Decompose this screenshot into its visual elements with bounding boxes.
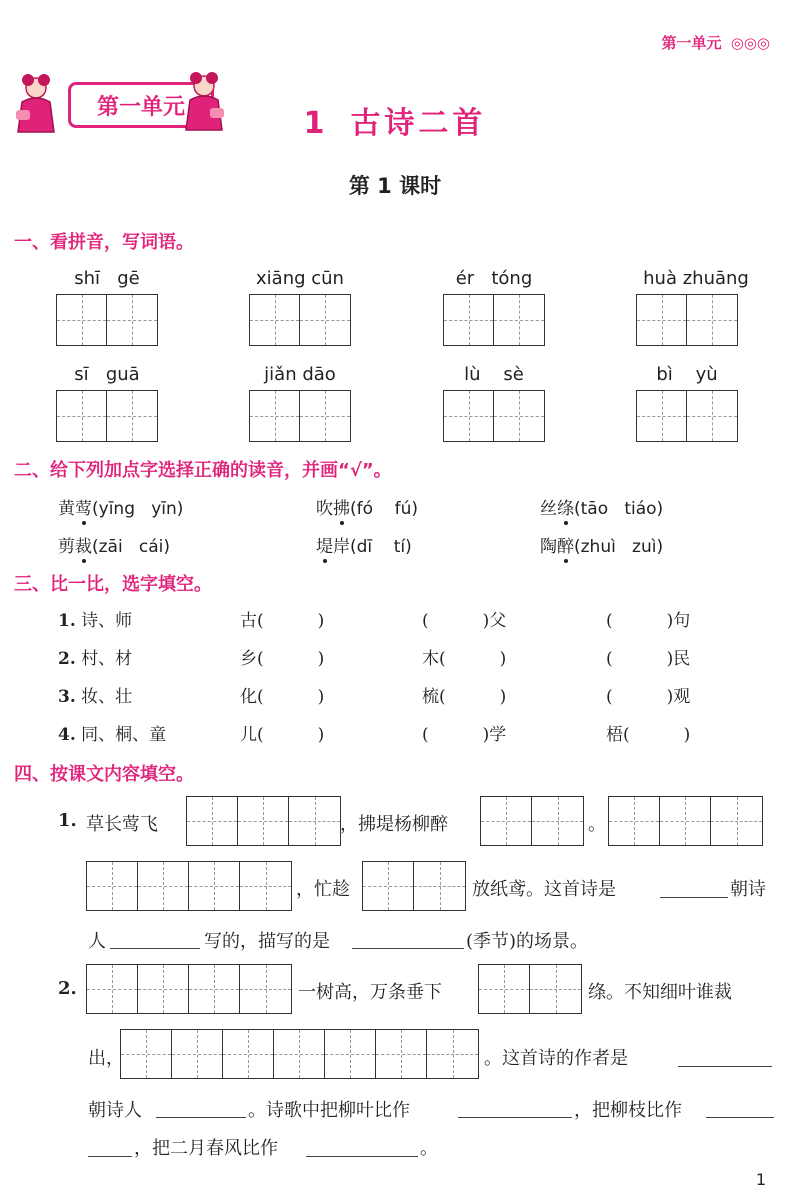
section-1-heading: 一、看拼音，写词语。 — [14, 232, 194, 253]
compare-row-1-c3[interactable]: ( )句 — [606, 611, 691, 631]
q1-box-5[interactable] — [362, 861, 466, 911]
compare-row-4: 4. 同、桐、童 — [58, 725, 167, 745]
q1-box-3[interactable] — [608, 796, 763, 846]
q1-text-7: 人 — [88, 931, 106, 952]
reading-item-3: 丝绦(tāo tiáo) — [540, 499, 664, 519]
q2-text-1: 一树高，万条垂下 — [298, 982, 442, 1003]
q1-text-6: 朝诗 — [730, 879, 766, 900]
reading-item-4: 剪裁(zāi cái) — [58, 537, 171, 557]
q2-blank-dynasty[interactable] — [678, 1066, 772, 1067]
compare-row-3-c1[interactable]: 化( ) — [240, 687, 325, 707]
q2-text-8: ，把二月春风比作 — [134, 1138, 278, 1159]
q1-box-1[interactable] — [186, 796, 341, 846]
compare-row-1-c1[interactable]: 古( ) — [240, 611, 325, 631]
compare-row-3: 3. 妆、壮 — [58, 687, 133, 707]
q2-blank-wind[interactable] — [306, 1156, 418, 1157]
q1-blank-dynasty[interactable] — [660, 897, 728, 898]
compare-row-1: 1. 诗、师 — [58, 611, 133, 631]
pinyin-3: ér tóng — [455, 268, 533, 289]
reading-item-2: 吹拂(fó fú) — [316, 499, 419, 519]
q2-text-7: ，把柳枝比作 — [574, 1100, 682, 1121]
section-3-heading: 三、比一比，选字填空。 — [14, 574, 212, 595]
char-grid-4[interactable] — [636, 294, 738, 346]
compare-row-3-c3[interactable]: ( )观 — [606, 687, 691, 707]
q2-text-9: 。 — [420, 1138, 438, 1159]
pinyin-8: bì yù — [656, 364, 718, 385]
q1-blank-author[interactable] — [110, 948, 200, 949]
q2-text-3: 出， — [88, 1048, 124, 1069]
pinyin-1: shī gē — [74, 268, 140, 289]
q1-text-4: ，忙趁 — [296, 879, 350, 900]
section-2-heading: 二、给下列加点字选择正确的读音，并画“√”。 — [14, 460, 392, 481]
q1-box-4[interactable] — [86, 861, 292, 911]
q2-blank-branch-b[interactable] — [88, 1156, 132, 1157]
char-grid-2[interactable] — [249, 294, 351, 346]
q2-text-4: 。这首诗的作者是 — [484, 1048, 628, 1069]
q1-box-2[interactable] — [480, 796, 584, 846]
lesson-number: 1 — [303, 106, 329, 141]
q2-blank-branch-a[interactable] — [706, 1117, 774, 1118]
char-grid-3[interactable] — [443, 294, 545, 346]
compare-row-4-c1[interactable]: 儿( ) — [240, 725, 325, 745]
q1-text-9: (季节)的场景。 — [466, 931, 589, 952]
q2-box-3[interactable] — [120, 1029, 479, 1079]
q1-text-3: 。 — [588, 814, 606, 835]
compare-row-1-c2[interactable]: ( )父 — [422, 611, 507, 631]
pinyin-5: sī guā — [74, 364, 140, 385]
running-header-marks: ◎◎◎ — [730, 34, 770, 52]
q2-number: 2. — [58, 978, 77, 999]
pinyin-6: jiǎn dāo — [264, 364, 336, 385]
q1-number: 1. — [58, 810, 77, 831]
q1-text-8: 写的，描写的是 — [204, 931, 330, 952]
compare-row-2: 2. 村、材 — [58, 649, 133, 669]
pinyin-4: huà zhuāng — [643, 268, 749, 289]
char-grid-8[interactable] — [636, 390, 738, 442]
char-grid-1[interactable] — [56, 294, 158, 346]
q2-box-2[interactable] — [478, 964, 582, 1014]
q2-blank-author[interactable] — [156, 1117, 246, 1118]
unit-badge-label: 第一单元 — [68, 82, 214, 128]
q1-blank-season[interactable] — [352, 948, 464, 949]
compare-row-2-c3[interactable]: ( )民 — [606, 649, 691, 669]
q2-text-2: 绦。不知细叶谁裁 — [588, 982, 732, 1003]
lesson-title-text: 古诗二首 — [350, 106, 487, 141]
running-header-unit: 第一单元 — [661, 34, 722, 52]
char-grid-5[interactable] — [56, 390, 158, 442]
q1-text-1: 草长莺飞 — [86, 814, 158, 835]
reading-item-6: 陶醉(zhuì zuì) — [540, 537, 664, 557]
compare-row-4-c3[interactable]: 梧( ) — [606, 725, 691, 745]
reading-item-5: 堤岸(dī tí) — [316, 537, 412, 557]
section-4-heading: 四、按课文内容填空。 — [14, 764, 194, 785]
pinyin-2: xiāng cūn — [256, 268, 344, 289]
compare-row-2-c2[interactable]: 木( ) — [422, 649, 507, 669]
q1-text-5: 放纸鸢。这首诗是 — [472, 879, 616, 900]
pinyin-7: lù sè — [464, 364, 524, 385]
lesson-title — [0, 98, 790, 142]
q2-blank-leaf[interactable] — [458, 1117, 572, 1118]
q1-text-2: ，拂堤杨柳醉 — [340, 814, 448, 835]
char-grid-7[interactable] — [443, 390, 545, 442]
compare-row-2-c1[interactable]: 乡( ) — [240, 649, 325, 669]
page-number: 1 — [755, 1170, 766, 1189]
lesson-subtitle: 第 1 课时 — [348, 174, 442, 198]
q2-box-1[interactable] — [86, 964, 292, 1014]
running-header — [661, 32, 770, 53]
compare-row-3-c2[interactable]: 梳( ) — [422, 687, 507, 707]
q2-text-6: 。诗歌中把柳叶比作 — [248, 1100, 410, 1121]
q2-text-5: 朝诗人 — [88, 1100, 142, 1121]
char-grid-6[interactable] — [249, 390, 351, 442]
compare-row-4-c2[interactable]: ( )学 — [422, 725, 507, 745]
reading-item-1: 黄莺(yīng yīn) — [58, 499, 184, 519]
